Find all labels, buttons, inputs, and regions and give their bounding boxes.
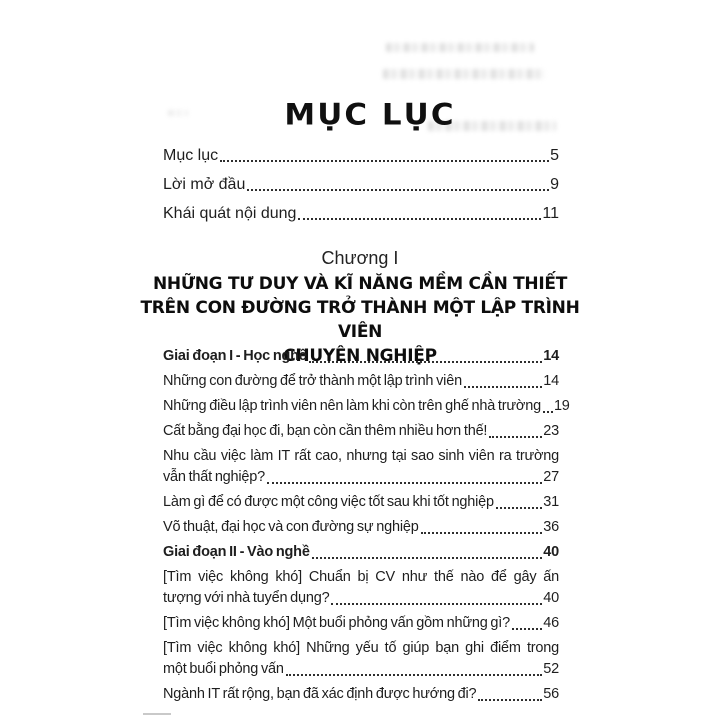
chapter-entry-list (163, 346, 570, 709)
dot-leader (220, 160, 549, 162)
toc-entry-label: Giai đoạn II - Vào nghề (163, 544, 310, 560)
toc-entry (163, 396, 570, 417)
toc-entry-label: Võ thuật, đại học và con đường sự nghiệp (163, 519, 419, 535)
toc-entry-page: 40 (543, 590, 559, 606)
toc-entry-page: 31 (543, 494, 559, 510)
toc-entry-label: Ngành IT rất rộng, bạn đã xác định được hướng đi? (163, 686, 477, 702)
dot-leader (298, 218, 541, 220)
dot-leader (312, 557, 543, 559)
toc-entry (163, 567, 559, 609)
dot-leader (478, 699, 542, 701)
toc-entry-page: 27 (543, 469, 559, 485)
toc-entry-label: Làm gì để có được một công việc tốt sau khi tốt nghiệp (163, 494, 494, 510)
toc-entry-label: vẫn thất nghiệp? (163, 469, 266, 485)
bleed-through-text (386, 43, 534, 52)
toc-entry-page: 11 (542, 205, 559, 222)
toc-entry-label: Lời mở đầu (163, 176, 246, 193)
toc-entry-page: 23 (543, 423, 559, 439)
dot-leader (464, 386, 542, 388)
dot-leader (489, 436, 542, 438)
toc-entry-label: Những điều lập trình viên nên làm khi còn trên ghế nhà trường (163, 398, 541, 414)
dot-leader (286, 674, 542, 676)
toc-entry-page: 14 (543, 348, 559, 364)
page-corner-mark (143, 713, 171, 715)
toc-entry (163, 492, 559, 513)
toc-entry-page: 5 (550, 147, 559, 164)
chapter-title-line: NHỮNG TƯ DUY VÀ KĨ NĂNG MỀM CẦN THIẾT (152, 274, 567, 294)
toc-entry (163, 175, 559, 195)
toc-entry-page: 46 (543, 615, 559, 631)
toc-entry-label: Cất bằng đại học đi, bạn còn cần thêm nhiều hơn thế! (163, 423, 488, 439)
toc-entry-page: 52 (543, 661, 559, 677)
toc-entry-page: 36 (543, 519, 559, 535)
toc-entry-wrap-line: Nhu cầu việc làm IT rất cao, nhưng tại sao sinh viên ra trường (163, 448, 559, 464)
toc-entry (163, 204, 559, 224)
chapter-label: Chương I (321, 248, 399, 268)
toc-entry (163, 542, 559, 563)
chapter-title-line: CHUYÊN NGHIỆP (283, 346, 437, 366)
toc-entry-page: 14 (543, 373, 559, 389)
toc-entry-page: 19 (553, 398, 570, 414)
toc-entry (163, 613, 559, 634)
toc-entry (163, 421, 559, 442)
toc-entry (163, 146, 559, 166)
page-title: MỤC LỤC (284, 98, 456, 133)
dot-leader (421, 532, 543, 534)
toc-entry (163, 638, 559, 680)
toc-entry (163, 371, 559, 392)
toc-entry (163, 517, 559, 538)
toc-entry-label: Giai đoạn I - Học nghề (163, 348, 307, 364)
toc-entry-label: Khái quát nội dung (163, 205, 297, 222)
dot-leader (331, 603, 542, 605)
dot-leader (267, 482, 542, 484)
toc-entry (163, 346, 559, 367)
toc-entry-page: 56 (543, 686, 559, 702)
toc-entry-label: [Tìm việc không khó] Một buổi phỏng vấn gồm những gì? (163, 615, 510, 631)
toc-entry-page: 40 (543, 544, 559, 560)
chapter-title-line: TRÊN CON ĐƯỜNG TRỞ THÀNH MỘT LẬP TRÌNH VIÊN (140, 298, 580, 342)
front-matter-list (163, 146, 559, 233)
dot-leader (309, 361, 543, 363)
toc-entry-label: tượng với nhà tuyển dụng? (163, 590, 330, 606)
dot-leader (543, 411, 553, 413)
dot-leader (512, 628, 542, 630)
toc-entry (163, 446, 559, 488)
toc-entry-page: 9 (550, 176, 559, 193)
toc-entry-label: Mục lục (163, 147, 219, 164)
toc-entry-wrap-line: [Tìm việc không khó] Chuẩn bị CV như thế nào để gây ấn (163, 569, 559, 585)
dot-leader (247, 189, 549, 191)
bleed-through-text (383, 69, 545, 79)
dot-leader (496, 507, 542, 509)
toc-entry-label: một buổi phỏng vấn (163, 661, 284, 677)
toc-entry-wrap-line: [Tìm việc không khó] Những yếu tố giúp bạn ghi điểm trong (163, 640, 559, 656)
toc-entry (163, 684, 559, 705)
toc-entry-label: Những con đường để trở thành một lập trình viên (163, 373, 462, 389)
